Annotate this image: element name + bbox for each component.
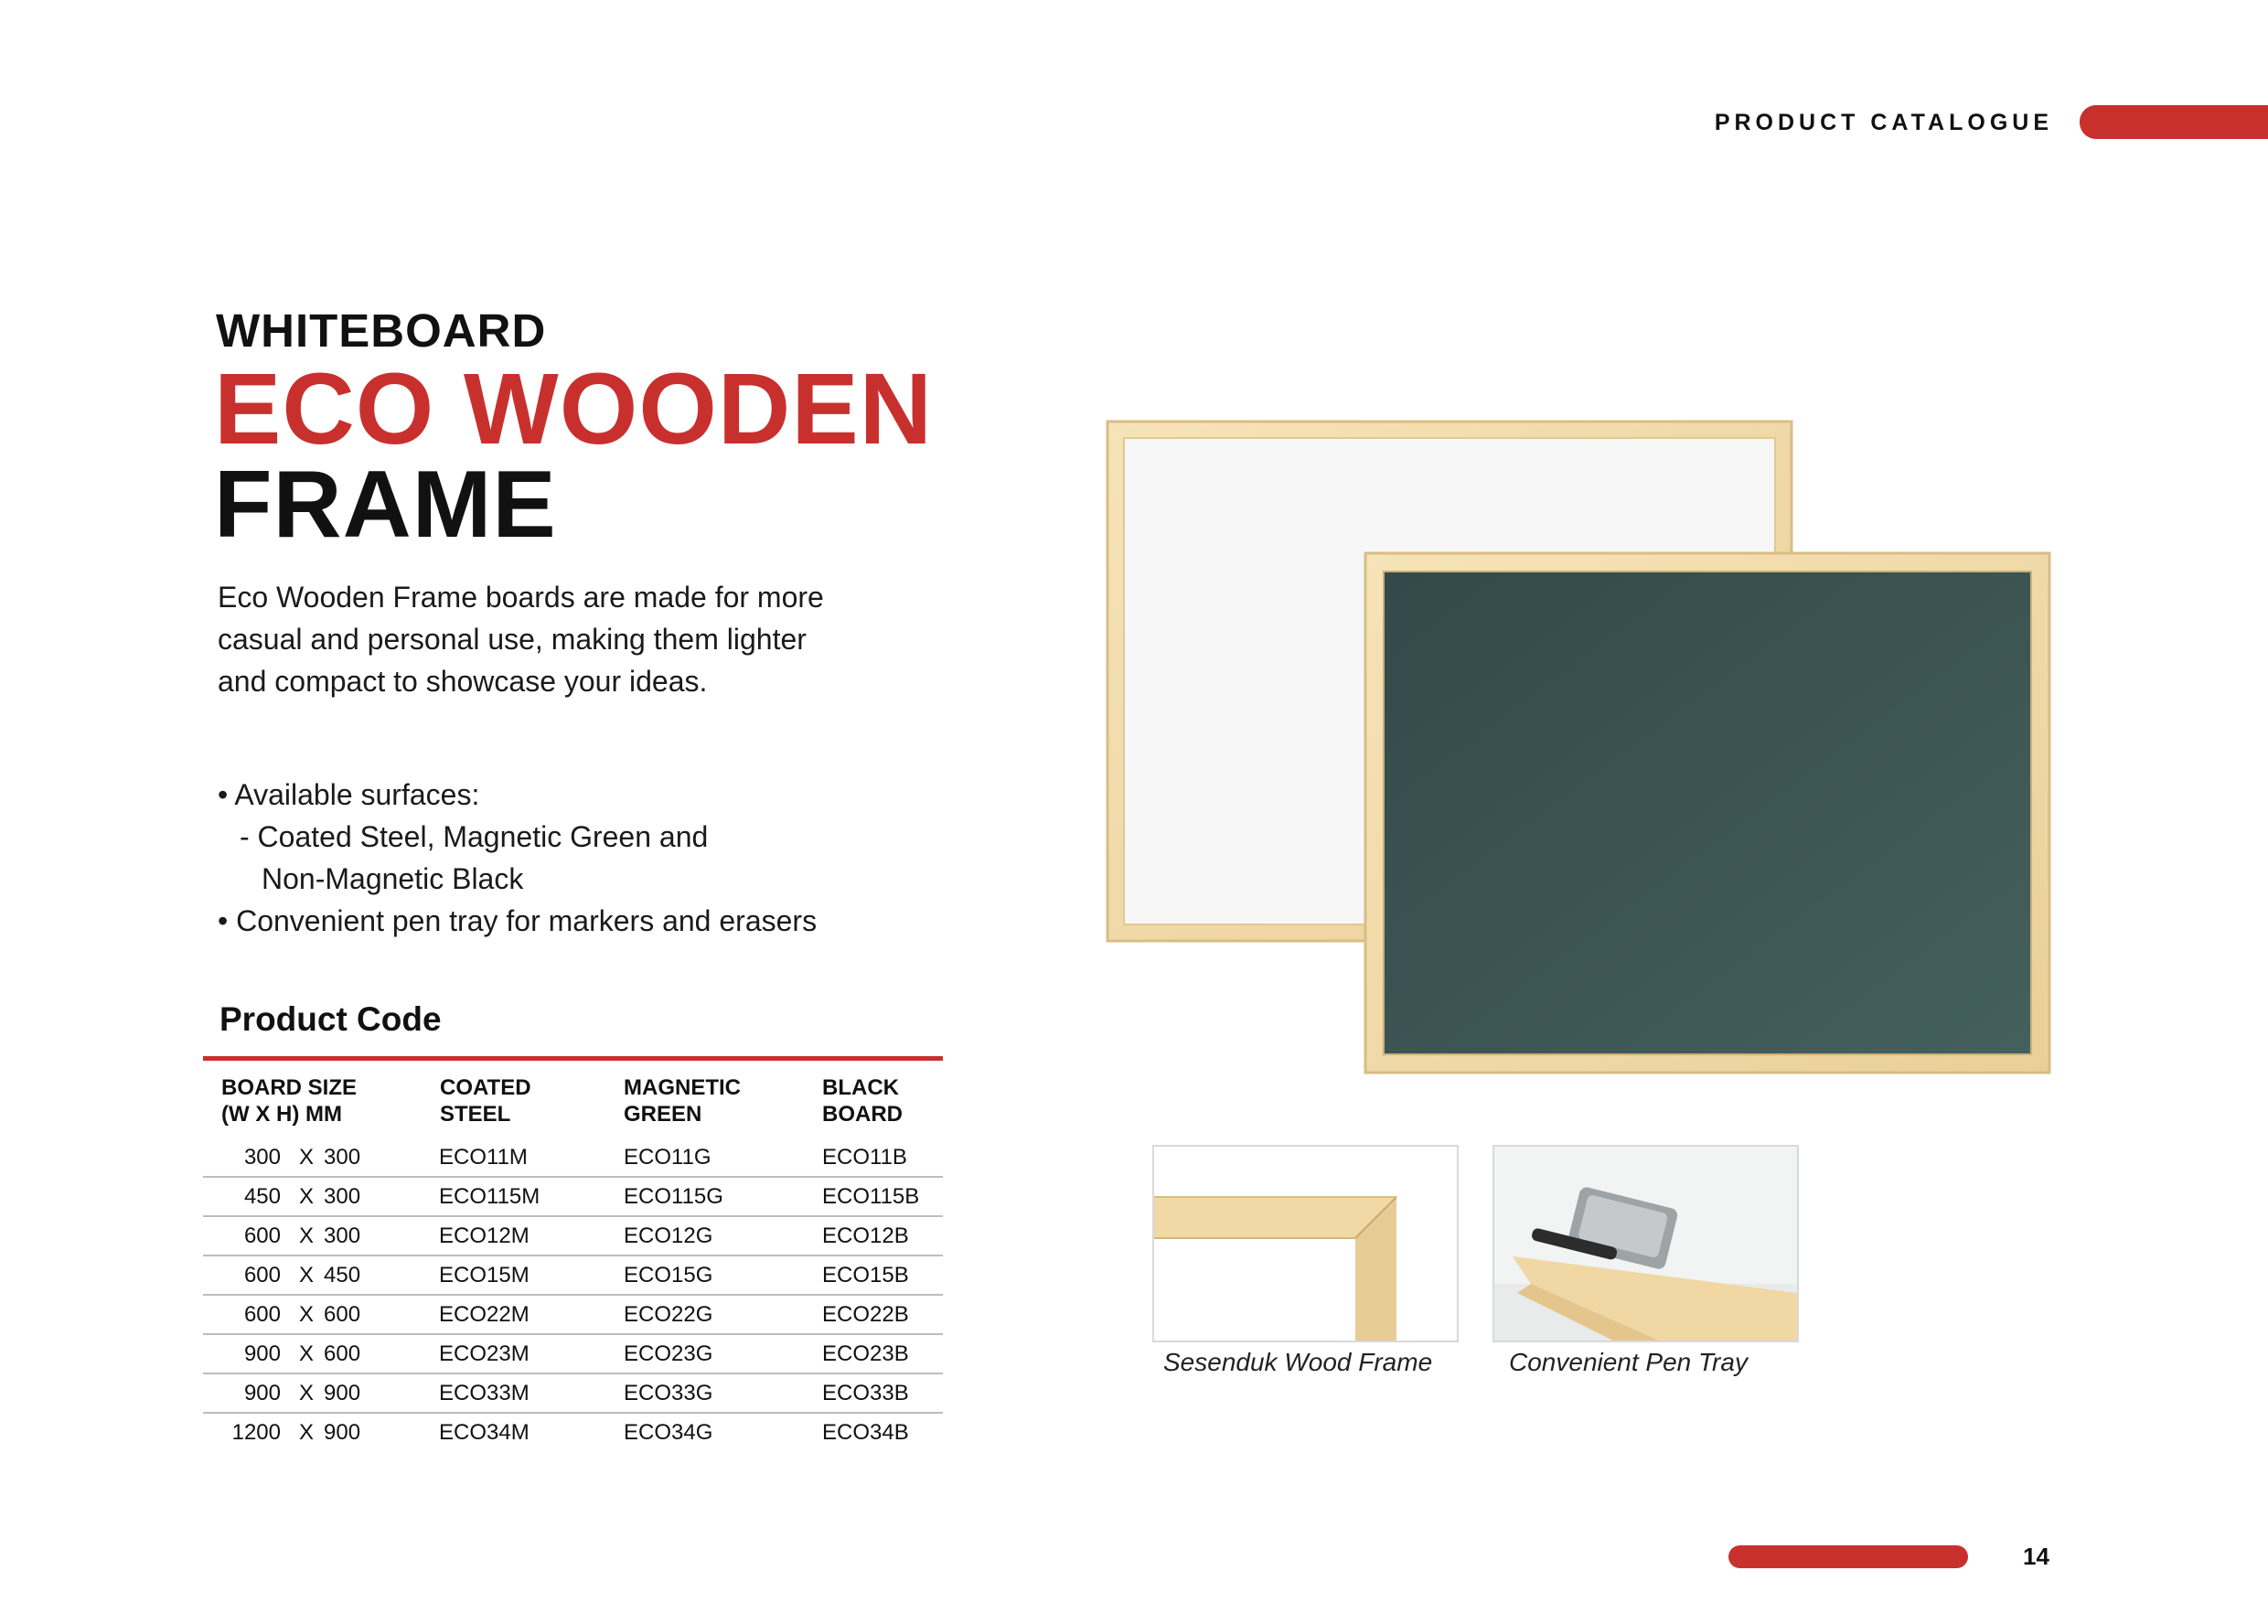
cell-width: 600 <box>243 1223 281 1248</box>
table-row <box>203 1414 943 1451</box>
cell-width: 900 <box>243 1381 281 1405</box>
product-category: WHITEBOARD <box>216 304 547 357</box>
table-row <box>203 1335 943 1374</box>
table-header <box>203 1074 943 1138</box>
product-description <box>218 576 913 702</box>
header-accent-bar <box>2080 105 2268 139</box>
cell-magnetic: ECO33G <box>624 1381 713 1405</box>
header-line: BOARD <box>822 1102 903 1127</box>
description-line: casual and personal use, making them lighter <box>218 623 807 656</box>
cell-coated: ECO33M <box>439 1381 530 1405</box>
cell-black: ECO12B <box>822 1223 909 1248</box>
table-row <box>203 1374 943 1414</box>
cell-magnetic: ECO11G <box>624 1145 711 1170</box>
cell-width: 450 <box>243 1184 281 1209</box>
cell-x: X <box>298 1184 314 1209</box>
cell-height: 300 <box>324 1184 361 1209</box>
cell-x: X <box>298 1263 314 1287</box>
header-line: STEEL <box>440 1102 511 1127</box>
green-board-image <box>1365 553 2049 1073</box>
cell-x: X <box>298 1302 314 1327</box>
header-line: BLACK <box>822 1075 899 1100</box>
cell-width: 900 <box>243 1341 281 1366</box>
product-title-line2: FRAME <box>214 452 557 558</box>
cell-black: ECO33B <box>822 1381 909 1405</box>
cell-x: X <box>298 1341 314 1366</box>
table-row <box>203 1178 943 1217</box>
cell-height: 300 <box>324 1145 361 1170</box>
cell-height: 300 <box>324 1223 361 1248</box>
header-magnetic-green <box>624 1074 741 1127</box>
cell-black: ECO22B <box>822 1302 909 1327</box>
cell-coated: ECO115M <box>439 1184 540 1209</box>
product-code-table <box>203 1074 943 1451</box>
footer-accent-bar <box>1728 1545 1968 1568</box>
catalogue-label: PRODUCT CATALOGUE <box>1714 110 2053 135</box>
header-line: (W X H) MM <box>221 1102 342 1127</box>
cell-black: ECO15B <box>822 1263 909 1287</box>
product-code-rule <box>203 1056 943 1061</box>
cell-coated: ECO12M <box>439 1223 530 1248</box>
cell-height: 600 <box>324 1302 361 1327</box>
header-coated-steel <box>440 1074 531 1127</box>
cell-height: 900 <box>324 1420 361 1445</box>
table-row <box>203 1217 943 1256</box>
feature-subitem: Non-Magnetic Black <box>262 862 524 895</box>
cell-x: X <box>298 1381 314 1405</box>
feature-subitem: - Coated Steel, Magnetic Green and <box>240 820 709 853</box>
thumbnail-caption: Convenient Pen Tray <box>1509 1348 1748 1376</box>
cell-height: 600 <box>324 1341 361 1366</box>
header-line: MAGNETIC <box>624 1075 741 1100</box>
cell-magnetic: ECO15G <box>624 1263 713 1287</box>
table-row <box>203 1296 943 1335</box>
wood-frame-thumbnail <box>1152 1145 1459 1342</box>
pen-tray-image <box>1494 1147 1797 1341</box>
header-line: COATED <box>440 1075 531 1100</box>
product-boards-illustration <box>1102 416 2062 1074</box>
cell-coated: ECO11M <box>439 1145 528 1170</box>
header-line: GREEN <box>624 1102 702 1127</box>
cell-width: 300 <box>243 1145 281 1170</box>
cell-black: ECO115B <box>822 1184 920 1209</box>
thumbnail-caption: Sesenduk Wood Frame <box>1163 1348 1433 1376</box>
page-number: 14 <box>2023 1543 2049 1570</box>
cell-coated: ECO22M <box>439 1302 530 1327</box>
cell-x: X <box>298 1420 314 1445</box>
cell-magnetic: ECO34G <box>624 1420 713 1445</box>
feature-list <box>218 774 817 942</box>
cell-height: 450 <box>324 1263 361 1287</box>
wood-frame-corner-image <box>1154 1147 1457 1341</box>
product-code-title: Product Code <box>219 1000 442 1038</box>
feature-item: • Available surfaces: <box>218 778 480 811</box>
cell-coated: ECO15M <box>439 1263 530 1287</box>
cell-magnetic: ECO23G <box>624 1341 713 1366</box>
description-line: and compact to showcase your ideas. <box>218 665 708 698</box>
table-row <box>203 1256 943 1296</box>
cell-width: 1200 <box>231 1420 281 1445</box>
cell-x: X <box>298 1223 314 1248</box>
cell-black: ECO23B <box>822 1341 909 1366</box>
description-line: Eco Wooden Frame boards are made for more <box>218 581 824 614</box>
cell-coated: ECO23M <box>439 1341 530 1366</box>
cell-magnetic: ECO115G <box>624 1184 723 1209</box>
header-line: BOARD SIZE <box>221 1075 358 1100</box>
cell-black: ECO11B <box>822 1145 907 1170</box>
table-row <box>203 1138 943 1178</box>
cell-black: ECO34B <box>822 1420 909 1445</box>
product-title-line1: ECO WOODEN <box>214 353 934 465</box>
feature-item: • Convenient pen tray for markers and erasers <box>218 904 818 937</box>
pen-tray-thumbnail <box>1492 1145 1799 1342</box>
header-black-board <box>822 1074 903 1127</box>
cell-width: 600 <box>243 1263 281 1287</box>
cell-width: 600 <box>243 1302 281 1327</box>
cell-x: X <box>298 1145 314 1170</box>
cell-coated: ECO34M <box>439 1420 530 1445</box>
cell-magnetic: ECO22G <box>624 1302 713 1327</box>
cell-height: 900 <box>324 1381 361 1405</box>
header-board-size <box>221 1074 357 1127</box>
cell-magnetic: ECO12G <box>624 1223 713 1248</box>
